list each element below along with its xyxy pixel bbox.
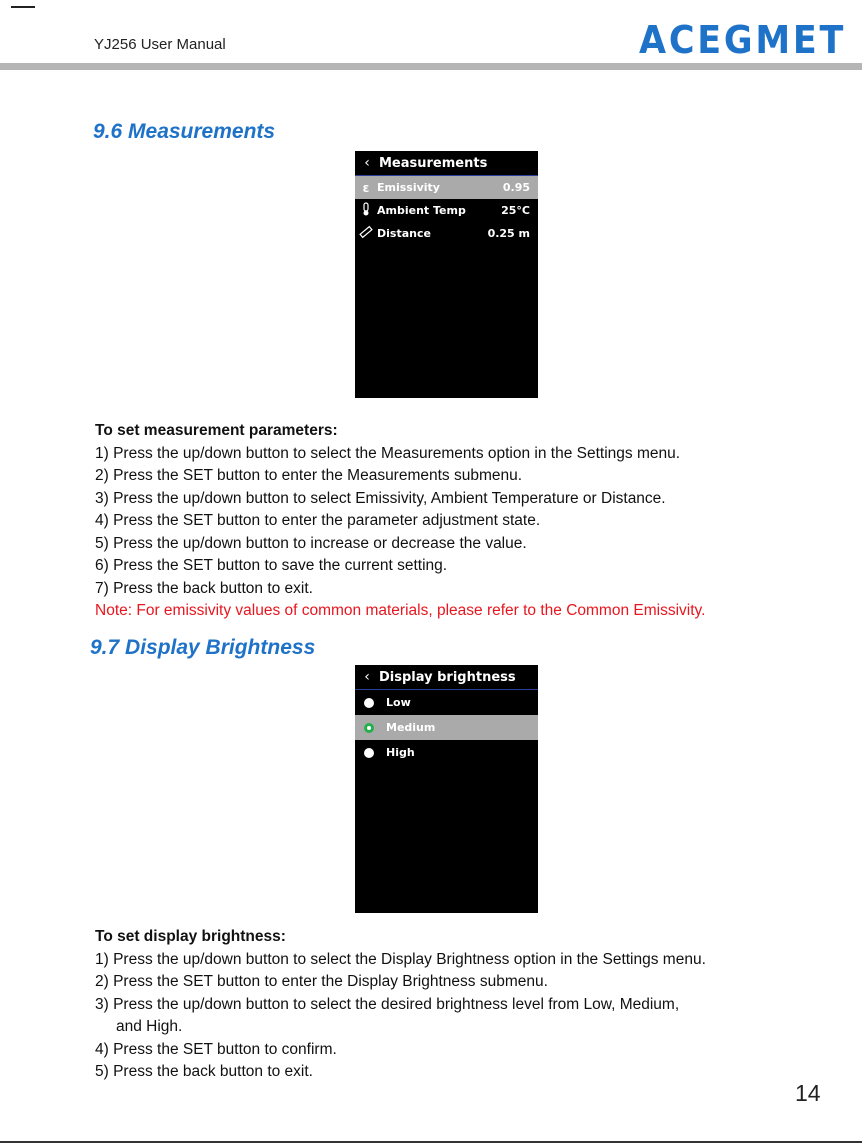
row-label: Ambient Temp [377, 204, 466, 217]
page-number: 14 [795, 1080, 821, 1106]
instruction-step: 4) Press the SET button to confirm. [95, 1040, 337, 1058]
instruction-step: 7) Press the back button to exit. [95, 579, 313, 597]
screen-titlebar [355, 151, 538, 176]
chevron-left-icon: ‹ [364, 669, 370, 685]
section-heading-measurements: 9.6 Measurements [93, 120, 276, 143]
radio-unselected-icon [364, 698, 374, 708]
row-label: Distance [377, 227, 431, 240]
radio-selected-icon [364, 723, 374, 733]
option-label: Low [386, 696, 411, 709]
instruction-step: 5) Press the up/down button to increase or decrease the value. [95, 534, 527, 552]
row-value: 0.25 m [487, 227, 530, 240]
instruction-step: 1) Press the up/down button to select the Display Brightness option in the Settings menu. [95, 950, 706, 968]
measurement-instructions [95, 420, 705, 623]
ruler-icon [355, 225, 377, 242]
measurements-screen [355, 151, 538, 398]
instruction-step: 3) Press the up/down button to select the desired brightness level from Low, Medium, [95, 995, 680, 1013]
instruction-step: 4) Press the SET button to enter the parameter adjustment state. [95, 512, 541, 529]
option-label: Medium [386, 721, 436, 734]
radio-unselected-icon [364, 748, 374, 758]
footer-divider [0, 1141, 862, 1143]
instructions-heading: To set measurement parameters: [95, 422, 338, 439]
instruction-step: 1) Press the up/down button to select the Measurements option in the Settings menu. [95, 444, 681, 462]
screen-title: Measurements [379, 155, 488, 171]
row-value: 0.95 [502, 181, 530, 194]
section-heading-display-brightness: 9.7 Display Brightness [90, 636, 316, 659]
emissivity-note: Note: For emissivity values of common materials, please refer to the Common Emissivity. [95, 602, 706, 619]
option-label: High [386, 746, 415, 759]
instruction-step: 2) Press the SET button to enter the Display Brightness submenu. [95, 973, 548, 990]
instruction-step: 5) Press the back button to exit. [95, 1063, 313, 1080]
instructions-heading: To set display brightness: [95, 928, 286, 945]
row-value: 25°C [501, 204, 530, 217]
manual-title: YJ256 User Manual [94, 36, 226, 53]
corner-mark [11, 6, 35, 8]
brand-logo: ACEGMET [638, 18, 846, 62]
screen-titlebar [355, 665, 538, 690]
epsilon-icon: ε [362, 180, 370, 195]
menu-row-emissivity [355, 176, 538, 199]
brightness-option-medium [355, 715, 538, 740]
menu-row-ambient-temp [355, 199, 538, 222]
header-divider [0, 63, 862, 70]
screen-title: Display brightness [379, 669, 516, 685]
brightness-option-high [355, 740, 538, 765]
thermometer-icon [355, 202, 377, 219]
brightness-screen [355, 665, 538, 913]
instruction-step: 2) Press the SET button to enter the Measurements submenu. [95, 467, 523, 484]
brightness-option-low [355, 690, 538, 715]
instruction-step: 6) Press the SET button to save the current setting. [95, 557, 448, 574]
menu-row-distance [355, 222, 538, 245]
row-label: Emissivity [377, 181, 440, 194]
instruction-step: 3) Press the up/down button to select Emissivity, Ambient Temperature or Distance. [95, 489, 666, 507]
instruction-step-continued: and High. [116, 1018, 183, 1035]
brightness-instructions [95, 926, 706, 1084]
chevron-left-icon: ‹ [364, 155, 370, 171]
